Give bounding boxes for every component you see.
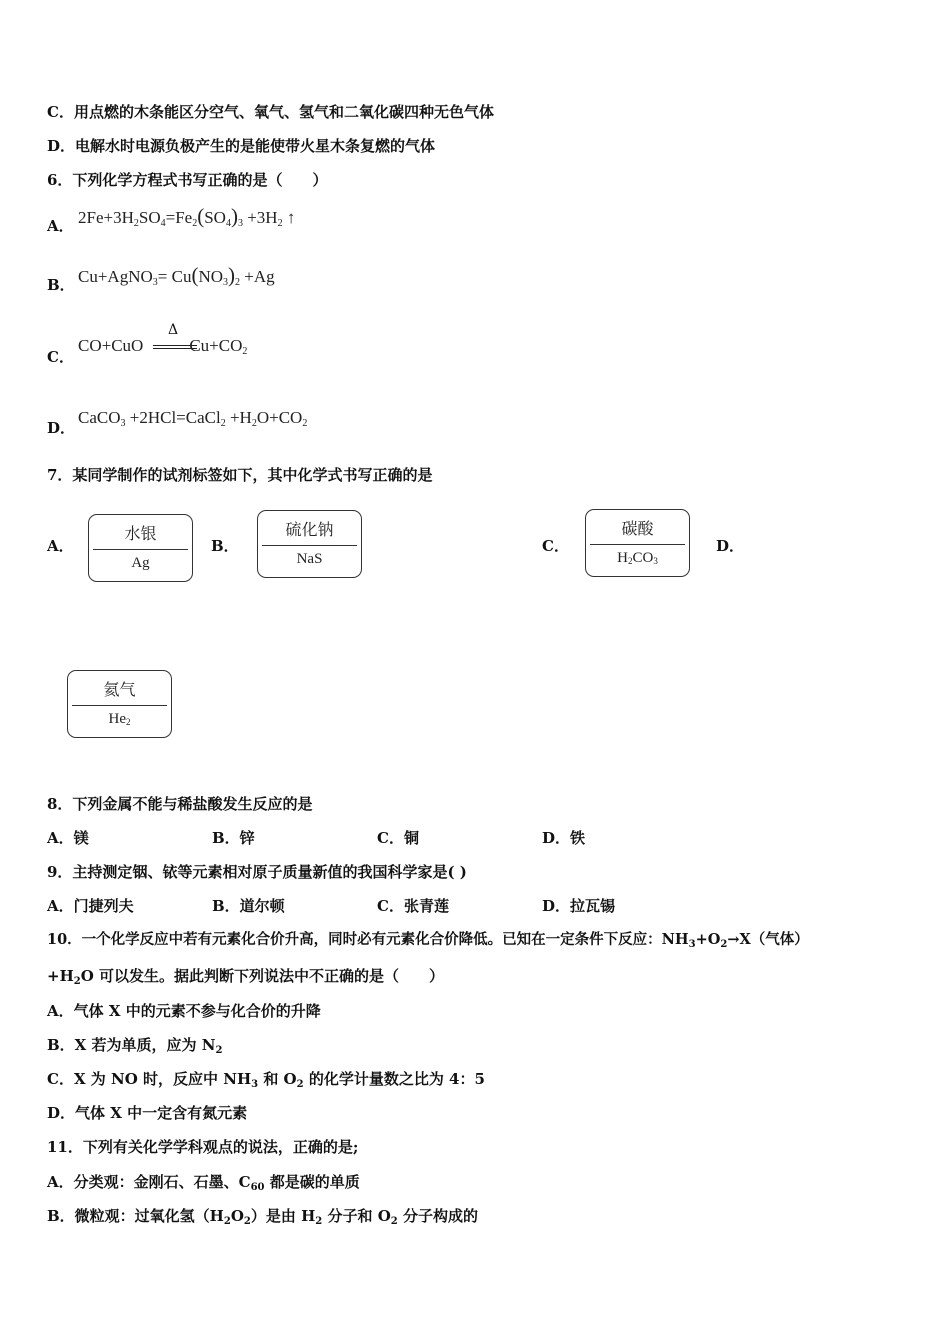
label-name: 碳酸 <box>621 519 654 538</box>
label-name: 水银 <box>124 524 157 543</box>
q9-option-c: C．张青莲 <box>377 897 449 915</box>
label-formula: $H_2CO_3$ <box>617 550 658 566</box>
q6-label-a: A． <box>47 217 74 235</box>
q6-stem: 6．下列化学方程式书写正确的是（ ） <box>47 171 328 189</box>
q6-equation-a: $2Fe+3H_2SO_4=Fe_2(SO_4)_3 +3H_2$ ↑ <box>78 204 296 229</box>
q6-equation-b: Cu+AgNO$_3$= $Cu(NO_3)_2 +Ag$ <box>78 263 275 288</box>
q8-option-b: B．锌 <box>212 829 255 847</box>
q10-option-d: D．气体 X 中一定含有氮元素 <box>47 1104 248 1122</box>
q11-option-a: A．分类观：金刚石、石墨、$C_{60}$ 都是碳的单质 <box>47 1173 360 1193</box>
q6-double-line <box>153 345 197 349</box>
reagent-label-sodium-sulfide <box>257 510 362 578</box>
q11-option-b: B．微粒观：过氧化氢$(H_2O_2)$是由 $H_2$ 分子和 $O_2$ 分子构成的 <box>47 1207 478 1227</box>
q10-stem-line1: 10．一个化学反应中若有元素化合价升高，同时必有元素化合价降低。已知在一定条件下反应：$NH_3+O_2\to X$（气体） <box>47 931 809 950</box>
q9-option-a: A．门捷列夫 <box>47 897 134 915</box>
q7-stem: 7．某同学制作的试剂标签如下，其中化学式书写正确的是 <box>47 466 433 484</box>
q7-label-c: C． <box>542 537 569 555</box>
q9-option-d: D．拉瓦锡 <box>542 897 616 915</box>
q6-heat-symbol: Δ <box>168 322 179 338</box>
label-divider <box>93 549 188 550</box>
q6-equation-c: CO+CuO $Cu+CO_2$ <box>78 336 248 357</box>
q5-option-d: D．电解水时电源负极产生的是能使带火星木条复燃的气体 <box>47 137 436 155</box>
q10-option-b: B．X 若为单质，应为 $N_2$ <box>47 1036 223 1056</box>
q10-option-c: C．X 为 NO 时，反应中 $NH_3$ 和 $O_2$ 的化学计量数之比为 4：5 <box>47 1070 485 1090</box>
q8-option-c: C．铜 <box>377 829 419 847</box>
label-divider <box>72 705 167 706</box>
q9-option-b: B．道尔顿 <box>212 897 285 915</box>
q6-equation-d: CaCO$_3$ +2HCl=CaCl$_2$ $+H_2O+CO_2$ <box>78 408 308 429</box>
reagent-label-helium <box>67 670 172 738</box>
label-name: 硫化钠 <box>285 520 334 539</box>
q5-option-c: C．用点燃的木条能区分空气、氧气、氢气和二氧化碳四种无色气体 <box>47 103 494 121</box>
label-divider <box>590 544 685 545</box>
label-formula: NaS <box>296 551 323 567</box>
label-formula: $He_2$ <box>108 711 131 727</box>
q7-label-b: B． <box>211 537 239 555</box>
q6-label-d: D． <box>47 419 76 437</box>
q6-label-c: C． <box>47 348 74 366</box>
reagent-label-carbonic-acid <box>585 509 690 577</box>
label-name: 氦气 <box>103 680 136 699</box>
q11-stem: 11．下列有关化学学科观点的说法，正确的是; <box>47 1138 359 1156</box>
q6-label-b: B． <box>47 276 75 294</box>
q8-stem: 8．下列金属不能与稀盐酸发生反应的是 <box>47 795 313 813</box>
q7-label-d: D． <box>716 537 745 555</box>
reagent-label-mercury <box>88 514 193 582</box>
q9-stem: 9．主持测定铟、铱等元素相对原子质量新值的我国科学家是( ) <box>47 863 467 881</box>
label-formula: Ag <box>131 555 150 571</box>
q10-stem-line2: $+H_2O$ 可以发生。据此判断下列说法中不正确的是（ ） <box>47 967 445 987</box>
q10-option-a: A．气体 X 中的元素不参与化合价的升降 <box>47 1002 321 1020</box>
q7-label-a: A． <box>47 537 74 555</box>
q8-option-a: A．镁 <box>47 829 89 847</box>
label-divider <box>262 545 357 546</box>
q8-option-d: D．铁 <box>542 829 586 847</box>
